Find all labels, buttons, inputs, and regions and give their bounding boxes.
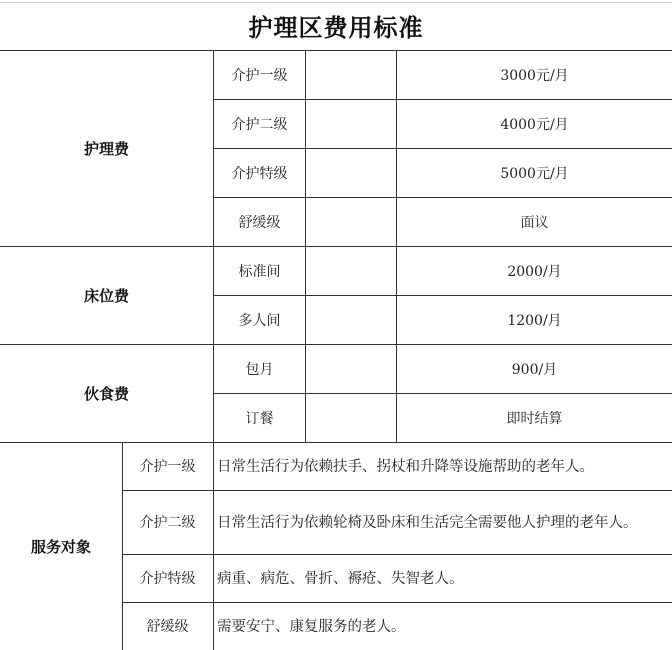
- grid-line: [122, 490, 672, 491]
- service-desc-palliative: [213, 603, 672, 650]
- grid-line: [213, 99, 672, 100]
- nursing-price-1: 3000元/月: [500, 67, 569, 84]
- grid-line-meal-bottom: [0, 442, 672, 443]
- service-desc-special-text: 病重、病危、骨折、褥疮、失智老人。: [217, 571, 464, 587]
- grid-col-divider-empty-right: [396, 50, 397, 443]
- service-target-label: 服务对象: [30, 537, 91, 556]
- grid-col-divider-main: [213, 50, 214, 650]
- service-desc-2: [213, 491, 672, 555]
- grid-line: [213, 393, 672, 394]
- bed-type-shared: 多人间: [238, 312, 281, 329]
- service-level-special: 介护特级: [139, 571, 196, 587]
- grid-line-title-bottom: [0, 50, 672, 51]
- grid-line-nursing-bottom: [0, 246, 672, 247]
- nursing-fee-label: 护理费: [83, 139, 129, 158]
- service-desc-palliative-text: 需要安宁、康复服务的老人。: [217, 618, 406, 635]
- nursing-level-palliative: 舒缓级: [238, 214, 281, 231]
- nursing-price-palliative: 面议: [520, 214, 549, 231]
- meal-plan-order: 订餐: [245, 410, 274, 427]
- service-desc-1-text: 日常生活行为依赖扶手、拐杖和升降等设施帮助的老年人。: [217, 459, 594, 475]
- service-desc-1: [213, 443, 672, 491]
- top-faint-line: [0, 2, 672, 3]
- service-level-palliative: 舒缓级: [146, 618, 189, 635]
- meal-fee-label: 伙食费: [83, 384, 129, 403]
- service-level-2: 介护二级: [139, 515, 196, 531]
- nursing-price-2: 4000元/月: [500, 116, 569, 133]
- meal-price-monthly: 900/月: [511, 361, 558, 378]
- service-level-1: 介护一级: [139, 459, 196, 475]
- bed-fee-label: 床位费: [83, 287, 129, 305]
- meal-price-order: 即时结算: [506, 410, 563, 427]
- nursing-level-special: 介护特级: [231, 165, 288, 182]
- grid-line: [122, 602, 672, 603]
- grid-line: [122, 554, 672, 555]
- meal-plan-monthly: 包月: [245, 361, 274, 378]
- grid-col-divider-service: [122, 442, 123, 650]
- nursing-level-2: 介护二级: [231, 116, 288, 133]
- bed-type-standard: 标准间: [238, 263, 281, 280]
- sheet-title: 护理区费用标准: [248, 13, 424, 42]
- service-desc-special: [213, 555, 672, 603]
- bed-price-shared: 1200/月: [507, 312, 562, 329]
- nursing-price-special: 5000元/月: [500, 165, 569, 182]
- grid-line: [213, 295, 672, 296]
- grid-line: [213, 148, 672, 149]
- grid-line-bed-bottom: [0, 344, 672, 345]
- grid-line: [213, 197, 672, 198]
- grid-col-divider-empty-left: [305, 50, 306, 443]
- nursing-level-1: 介护一级: [231, 67, 288, 84]
- service-desc-2-text: 日常生活行为依赖轮椅及卧床和生活完全需要他人护理的老年人。: [217, 515, 638, 531]
- bed-price-standard: 2000/月: [507, 263, 562, 280]
